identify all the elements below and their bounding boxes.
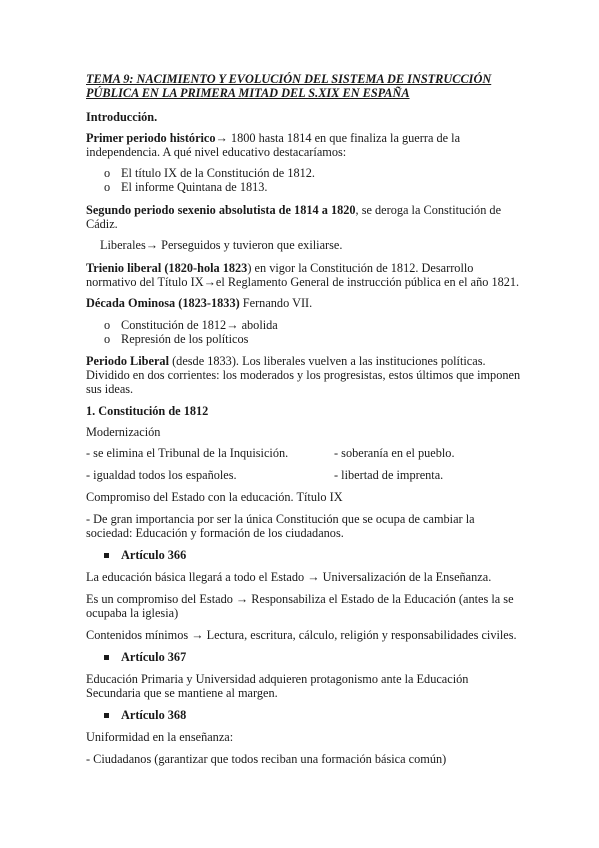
p4-item-1: Constitución de 1812→ abolida: [121, 318, 278, 332]
s1-gran-line-2: sociedad: Educación y formación de los ciudadanos.: [86, 526, 344, 540]
p5-line-1: [86, 354, 486, 369]
p4-line-1: [86, 296, 312, 311]
p3-bold: Trienio liberal (1820-hola 1823: [86, 261, 248, 275]
doc-title-line-1: TEMA 9: NACIMIENTO Y EVOLUCIÓN DEL SISTEMA DE INSTRUCCIÓN: [86, 72, 492, 86]
p3-line-2: normativo del Título IX→el Reglamento General de instrucción pública en el año 1821.: [86, 275, 520, 289]
a366-line-2: Es un compromiso del Estado → Responsabiliza el Estado de la Educación (antes la se: [86, 592, 514, 606]
article-367-heading: Artículo 367: [121, 650, 187, 664]
p1-item-2: El informe Quintana de 1813.: [121, 180, 268, 194]
p4-rest: Fernando VII.: [239, 296, 313, 310]
s1-left-item-2: - igualdad todos los españoles.: [86, 468, 237, 482]
bullet-circle: o: [104, 318, 111, 332]
a366-line-3: ocupaba la iglesia): [86, 606, 179, 620]
s1-compromiso: Compromiso del Estado con la educación. Título IX: [86, 490, 343, 504]
square-bullet-icon: [104, 553, 109, 558]
p2-line-1: [86, 203, 501, 218]
p2-indent-line: Liberales→ Perseguidos y tuvieron que exiliarse.: [100, 238, 343, 252]
doc-title-line-2: PÚBLICA EN LA PRIMERA MITAD DEL S.XIX EN ESPAÑA: [86, 86, 410, 100]
p5-bold: Periodo Liberal: [86, 354, 169, 368]
section-1-heading: 1. Constitución de 1812: [86, 404, 209, 418]
article-366-heading: Artículo 366: [121, 548, 187, 562]
p1-bold: Primer periodo histórico: [86, 131, 216, 145]
modernizacion-label: Modernización: [86, 425, 161, 439]
s1-right-item-2: - libertad de imprenta.: [334, 468, 444, 482]
a368-line-2: - Ciudadanos (garantizar que todos reciban una formación básica común): [86, 752, 447, 766]
p2-rest: , se deroga la Constitución de: [355, 203, 502, 217]
p1-line-2: independencia. A qué nivel educativo destacaríamos:: [86, 145, 347, 159]
bullet-circle: o: [104, 332, 111, 346]
p5-rest: (desde 1833). Los liberales vuelven a las instituciones políticas.: [169, 354, 486, 368]
s1-gran-line-1: - De gran importancia por ser la única Constitución que se ocupa de cambiar la: [86, 512, 475, 526]
bullet-circle: o: [104, 166, 111, 180]
s1-right-item-1: - soberanía en el pueblo.: [334, 446, 455, 460]
a366-line-4: Contenidos mínimos → Lectura, escritura, cálculo, religión y responsabilidades civiles.: [86, 628, 517, 642]
p1-item-1: El título IX de la Constitución de 1812.: [121, 166, 315, 180]
a366-line-1: La educación básica llegará a todo el Estado → Universalización de la Enseñanza.: [86, 570, 492, 584]
a367-line-1: Educación Primaria y Universidad adquieren protagonismo ante la Educación: [86, 672, 469, 686]
p3-line-1: [86, 261, 473, 276]
p3-rest: ) en vigor la Constitución de 1812. Desarrollo: [247, 261, 474, 275]
p1-rest: → 1800 hasta 1814 en que finaliza la guerra de la: [215, 131, 461, 145]
p4-item-2: Represión de los políticos: [121, 332, 249, 346]
s1-left-item-1: - se elimina el Tribunal de la Inquisición.: [86, 446, 289, 460]
p2-line-2: Cádiz.: [86, 217, 118, 231]
intro-heading: Introducción.: [86, 110, 158, 124]
p5-line-3: sus ideas.: [86, 382, 134, 396]
bullet-circle: o: [104, 180, 111, 194]
square-bullet-icon: [104, 655, 109, 660]
a367-line-2: Secundaria que se mantiene al margen.: [86, 686, 278, 700]
p1-line-1: [86, 131, 460, 146]
p2-bold: Segundo periodo sexenio absolutista de 1814 a 1820: [86, 203, 356, 217]
p4-bold: Década Ominosa (1823-1833): [86, 296, 240, 310]
article-368-heading: Artículo 368: [121, 708, 187, 722]
a368-line-1: Uniformidad en la enseñanza:: [86, 730, 234, 744]
p5-line-2: Dividido en dos corrientes: los moderados y los progresistas, estos últimos que imponen: [86, 368, 521, 382]
square-bullet-icon: [104, 713, 109, 718]
